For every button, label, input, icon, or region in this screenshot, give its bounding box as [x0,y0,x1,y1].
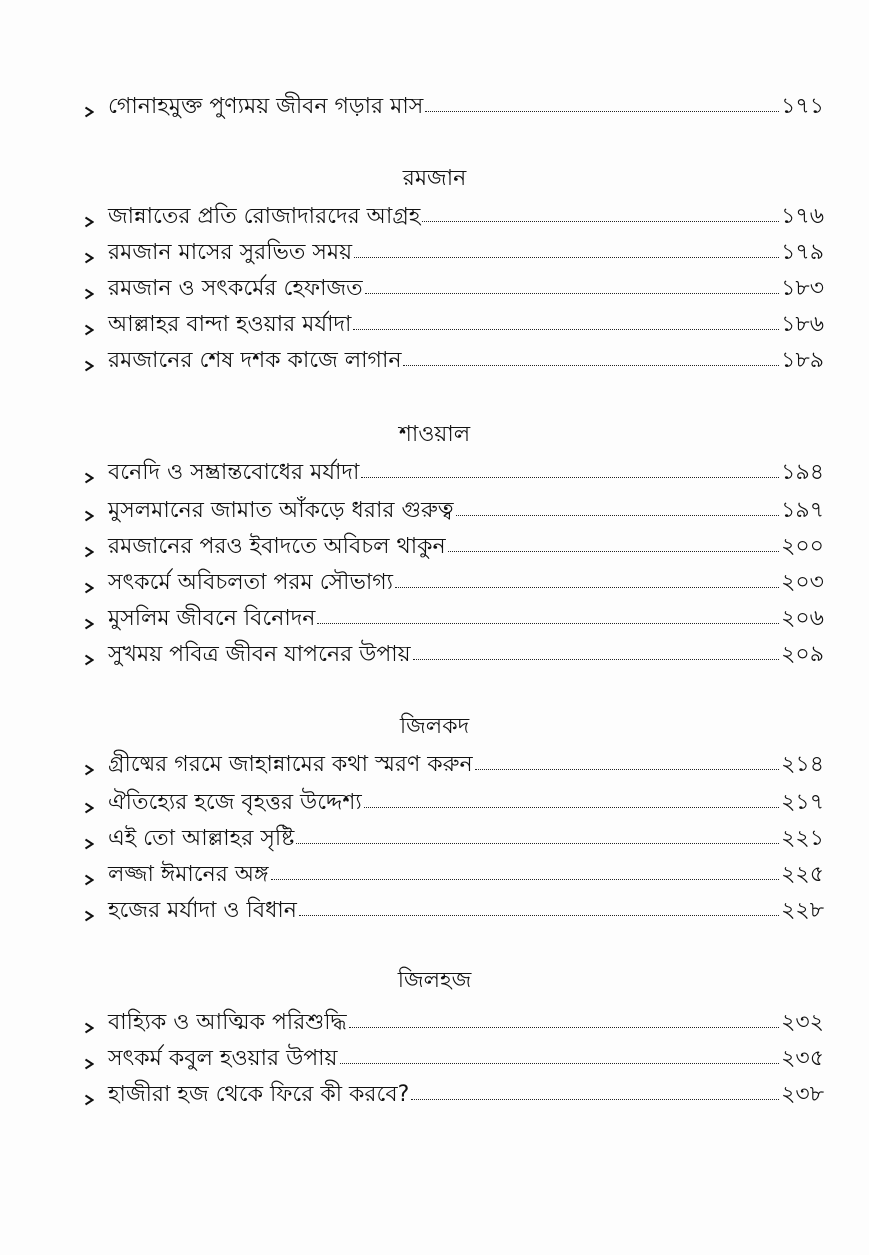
triangle-bullet-icon [84,350,98,376]
toc-entry-title: এই তো আল্লাহর সৃষ্টি [108,826,295,851]
toc-entry[interactable] [84,1002,824,1038]
dotted-leader [353,329,779,330]
toc-entry-page: ১৯৭ [781,498,824,523]
toc-entry-title: জান্নাতের প্রতি রোজাদারদের আগ্রহ [108,204,421,229]
toc-entry[interactable] [84,1038,824,1074]
toc-entry[interactable] [84,86,824,122]
dotted-leader [411,1099,779,1100]
toc-entry-title: বাহ্যিক ও আত্মিক পরিশুদ্ধি [108,1010,347,1035]
toc-entry-title: সৎকর্ম কবুল হওয়ার উপায় [108,1046,338,1071]
toc-entry-title: মুসলমানের জামাত আঁকড়ে ধরার গুরুত্ব [108,498,454,523]
triangle-bullet-icon [84,644,98,670]
dotted-leader [349,1027,779,1028]
dotted-leader [361,477,779,478]
toc-entry[interactable] [84,196,824,232]
toc-entry-page: ১৯৪ [781,460,824,485]
triangle-bullet-icon [84,828,98,854]
dotted-leader [475,769,779,770]
triangle-bullet-icon [84,206,98,232]
triangle-bullet-icon [84,754,98,780]
toc-entry-title: রমজানের শেষ দশক কাজে লাগান [108,348,402,373]
dotted-leader [403,365,779,366]
triangle-bullet-icon [84,1048,98,1074]
toc-entry-page: ২৩২ [781,1010,824,1035]
toc-entry[interactable] [84,304,824,340]
toc-entry-page: ২২১ [781,826,824,851]
toc-entry[interactable] [84,744,824,780]
toc-entry[interactable] [84,1074,824,1110]
toc-entry[interactable] [84,340,824,376]
dotted-leader [422,221,779,222]
triangle-bullet-icon [84,1084,98,1110]
toc-entry[interactable] [84,818,824,854]
toc-entry-page: ২২৮ [781,898,824,923]
toc-entry-page: ২০৩ [781,570,824,595]
toc-entry-title: বনেদি ও সম্ভ্রান্তবোধের মর্যাদা [108,460,360,485]
toc-entry[interactable] [84,562,824,598]
toc-entry-title: রমজান ও সৎকর্মের হেফাজত [108,276,363,301]
dotted-leader [456,515,780,516]
triangle-bullet-icon [84,462,98,488]
dotted-leader [364,807,779,808]
toc-entry-page: ১৮৯ [781,348,824,373]
toc-entry-title: লজ্জা ঈমানের অঙ্গ [108,862,269,887]
triangle-bullet-icon [84,572,98,598]
toc-entry[interactable] [84,526,824,562]
toc-entry-title: সুখময় পবিত্র জীবন যাপনের উপায় [108,642,411,667]
dotted-leader [413,659,780,660]
triangle-bullet-icon [84,900,98,926]
toc-entry-title: গোনাহমুক্ত পুণ্যময় জীবন গড়ার মাস [108,94,424,119]
toc-entry-title: রমজানের পরও ইবাদতে অবিচল থাকুন [108,534,446,559]
triangle-bullet-icon [84,278,98,304]
section-heading-shawwal: শাওয়াল [398,422,471,447]
toc-entry-title: হাজীরা হজ থেকে ফিরে কী করবে? [108,1082,410,1107]
toc-entry-title: হজের মর্যাদা ও বিধান [108,898,297,923]
toc-entry[interactable] [84,268,824,304]
dotted-leader [299,915,779,916]
dotted-leader [271,879,780,880]
dotted-leader [365,293,779,294]
toc-entry-page: ২৩৫ [781,1046,824,1071]
section-heading-ramadan: রমজান [402,166,467,191]
toc-entry[interactable] [84,598,824,634]
toc-entry-page: ২২৫ [781,862,824,887]
triangle-bullet-icon [84,536,98,562]
toc-entry-title: মুসলিম জীবনে বিনোদন [108,606,316,631]
toc-entry[interactable] [84,854,824,890]
triangle-bullet-icon [84,1012,98,1038]
triangle-bullet-icon [84,608,98,634]
triangle-bullet-icon [84,500,98,526]
toc-entry-title: রমজান মাসের সুরভিত সময় [108,240,353,265]
toc-entry[interactable] [84,782,824,818]
toc-entry-page: ২০০ [781,534,824,559]
toc-entry-page: ১৭৬ [781,204,824,229]
dotted-leader [296,843,779,844]
section-heading-zilhajj: জিলহজ [397,968,472,993]
toc-entry[interactable] [84,490,824,526]
toc-entry-page: ১৮৩ [781,276,824,301]
triangle-bullet-icon [84,96,98,122]
toc-entry-page: ১৭৯ [781,240,824,265]
section-heading-zilqad: জিলকদ [399,714,470,739]
toc-entry-title: সৎকর্মে অবিচলতা পরম সৌভাগ্য [108,570,394,595]
toc-entry[interactable] [84,890,824,926]
toc-entry-title: গ্রীষ্মের গরমে জাহান্নামের কথা স্মরণ করুন [108,752,473,777]
toc-entry-page: ১৭১ [781,94,824,119]
toc-entry-title: ঐতিহ্যের হজে বৃহত্তর উদ্দেশ্য [108,790,362,815]
dotted-leader [317,623,779,624]
triangle-bullet-icon [84,864,98,890]
dotted-leader [340,1063,780,1064]
toc-entry-title: আল্লাহর বান্দা হওয়ার মর্যাদা [108,312,352,337]
dotted-leader [395,587,779,588]
toc-entry-page: ২৩৮ [781,1082,824,1107]
dotted-leader [354,257,779,258]
toc-entry-page: ২১৭ [781,790,824,815]
dotted-leader [425,111,779,112]
triangle-bullet-icon [84,314,98,340]
dotted-leader [448,551,779,552]
toc-entry-page: ২১৪ [781,752,824,777]
toc-entry-page: ২০৯ [781,642,824,667]
toc-entry-page: ২০৬ [781,606,824,631]
toc-entry[interactable] [84,232,824,268]
toc-entry-page: ১৮৬ [781,312,824,337]
triangle-bullet-icon [84,792,98,818]
toc-entry[interactable] [84,634,824,670]
toc-entry[interactable] [84,452,824,488]
triangle-bullet-icon [84,242,98,268]
